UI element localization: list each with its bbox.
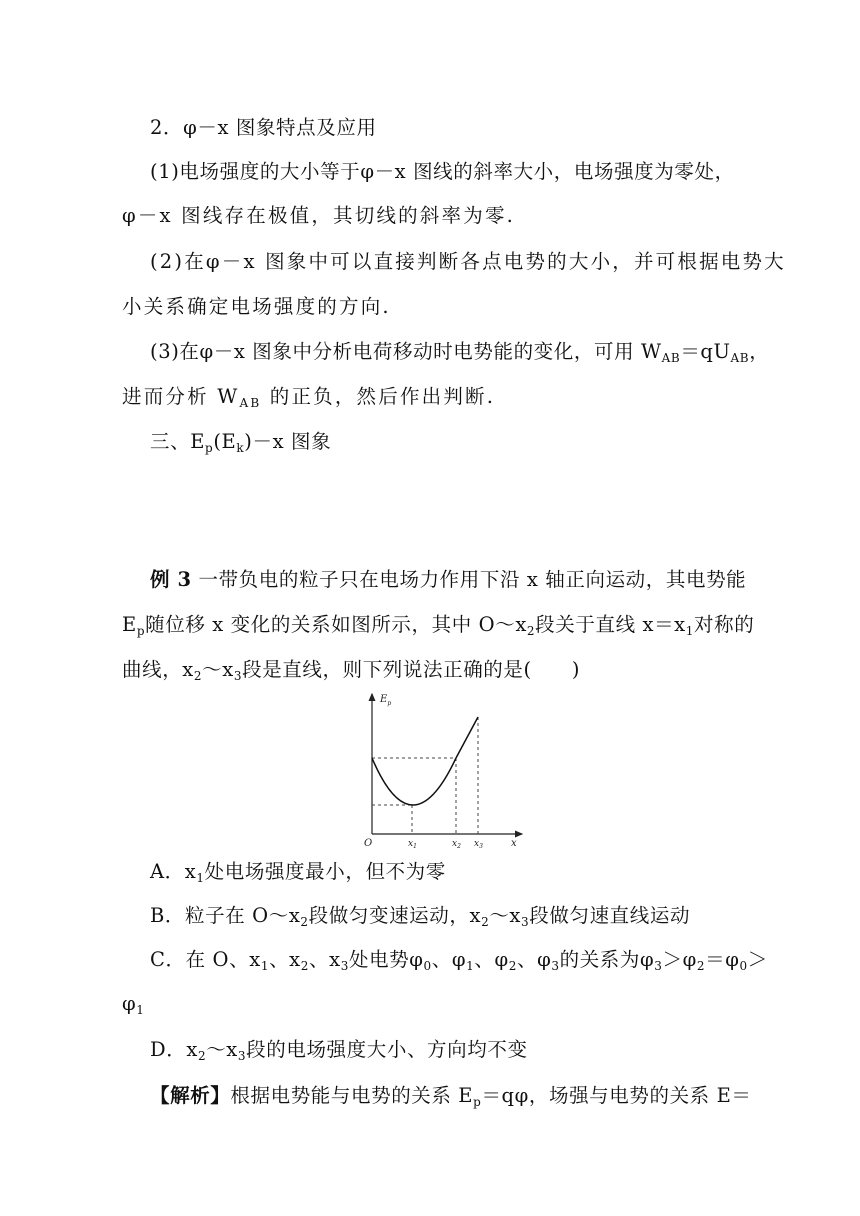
tick-x2: $x_2$ [452, 839, 461, 850]
ex-l3-sub-2: 3 [233, 669, 243, 683]
p3-text-b: ＝qU [680, 340, 731, 363]
opt-c-4: 处电势φ [348, 948, 424, 971]
curve-segment [372, 758, 456, 805]
paragraph-1-line-2: φ－x 图线存在极值，其切线的斜率为零. [122, 204, 516, 227]
paragraph-3-line-1 [150, 338, 769, 366]
opt-b-3: ～x [489, 904, 522, 927]
s3-sub-1: p [205, 441, 214, 455]
opt-c-6: 、φ [474, 948, 509, 971]
opt-c-line2-sub: 1 [136, 1003, 145, 1017]
analysis-text-a: 根据电势能与电势的关系 E [230, 1084, 474, 1107]
p3-line2-b: 的正负，然后作出判断. [261, 385, 496, 408]
ex-l2-b: 随位移 x 变化的关系如图所示，其中 O～x [145, 613, 527, 636]
opt-c-11: ＞ [747, 948, 768, 971]
p3-line2-a: 进而分析 W [122, 385, 240, 408]
opt-c-8: 的关系为φ [559, 948, 655, 971]
opt-d-2: ～x [206, 1038, 238, 1061]
ex-l3-a: 曲线，x [122, 658, 194, 681]
example-label: 例 3 [150, 568, 192, 591]
opt-d-3: 段的电场强度大小、方向均不变 [246, 1038, 528, 1061]
opt-c-line2: φ [122, 992, 137, 1015]
option-c-line-2 [122, 990, 145, 1018]
s3-c: )－x 图象 [244, 430, 332, 453]
opt-c-1: C．在 O、x [150, 948, 261, 971]
opt-c-sub-9: 2 [696, 959, 706, 973]
opt-c-sub-4: 0 [423, 959, 432, 973]
analysis-sub: p [473, 1095, 482, 1109]
example-line-2 [122, 611, 754, 639]
y-axis-label: $E_p$ [380, 694, 392, 707]
opt-c-sub-8: 3 [654, 959, 663, 973]
opt-a-1: A．x [150, 860, 197, 883]
example-line-3 [122, 656, 580, 684]
opt-b-sub-3: 3 [521, 915, 530, 929]
opt-c-sub-3: 3 [340, 959, 349, 973]
ex-l2-c: 段关于直线 x＝x [535, 613, 686, 636]
x-axis-label: x [511, 838, 517, 849]
ex-l2-a: E [122, 613, 137, 636]
example-text-1: 一带负电的粒子只在电场力作用下沿 x 轴正向运动，其电势能 [191, 568, 747, 591]
ex-l2-sub-3: 1 [685, 624, 695, 638]
opt-c-7: 、φ [517, 948, 552, 971]
origin-label: O [364, 838, 373, 849]
paragraph-2-line-2: 小关系确定电场强度的方向. [122, 295, 391, 318]
s3-sub-2: k [236, 441, 245, 455]
opt-c-sub-7: 3 [551, 959, 560, 973]
opt-a-sub: 1 [196, 871, 205, 885]
opt-c-sub-5: 1 [466, 959, 475, 973]
example-line-1 [150, 566, 746, 594]
opt-c-sub-10: 0 [739, 959, 748, 973]
opt-b-sub-1: 2 [300, 915, 309, 929]
paragraph-3-line-2 [122, 383, 495, 411]
analysis-line [150, 1082, 752, 1110]
opt-a-2: 处电场强度最小，但不为零 [204, 860, 446, 883]
opt-c-2: 、x [269, 948, 301, 971]
ex-l2-d: 对称的 [694, 613, 755, 636]
opt-b-2: 段做匀变速运动，x [308, 904, 482, 927]
opt-c-10: ＝φ [705, 948, 740, 971]
ex-l2-sub-1: p [136, 624, 146, 638]
tick-x3: $x_3$ [474, 839, 483, 850]
opt-d-sub-2: 3 [237, 1049, 247, 1063]
p3-line2-sub: AB [239, 396, 262, 410]
opt-d-sub-1: 2 [197, 1049, 207, 1063]
opt-c-3: 、x [309, 948, 341, 971]
opt-b-1: B．粒子在 O～x [150, 904, 301, 927]
opt-b-sub-2: 2 [481, 915, 490, 929]
ex-l2-sub-2: 2 [526, 624, 536, 638]
opt-c-sub-6: 2 [508, 959, 517, 973]
opt-d-1: D．x [150, 1038, 198, 1061]
opt-c-sub-1: 1 [260, 959, 270, 973]
option-c-line-1 [150, 946, 768, 974]
tick-x1: $x_1$ [408, 839, 417, 850]
p3-sub-1: AB [661, 351, 681, 365]
analysis-text-b: ＝qφ，场强与电势的关系 E＝ [481, 1084, 752, 1107]
section-heading: 2．φ－x 图象特点及应用 [150, 116, 377, 139]
ex-l3-b: ～x [202, 658, 234, 681]
opt-b-4: 段做匀速直线运动 [529, 904, 691, 927]
analysis-label: 【解析】 [150, 1084, 231, 1107]
ex-l3-c: 段是直线，则下列说法正确的是( ) [242, 658, 581, 681]
paragraph-2-line-1: (2)在φ－x 图象中可以直接判断各点电势的大小，并可根据电势大 [150, 250, 786, 273]
ex-l3-sub-1: 2 [193, 669, 203, 683]
energy-position-graph [362, 688, 532, 850]
opt-c-9: ＞φ [662, 948, 697, 971]
section-3-heading [150, 428, 331, 456]
paragraph-1-line-1: (1)电场强度的大小等于φ－x 图线的斜率大小，电场强度为零处， [150, 160, 735, 183]
option-b [150, 902, 690, 930]
straight-segment [456, 717, 478, 758]
p3-sub-2: AB [730, 351, 750, 365]
option-d [150, 1036, 528, 1064]
opt-c-sub-2: 2 [300, 959, 310, 973]
opt-c-5: 、φ [431, 948, 467, 971]
p3-text-a: (3)在φ－x 图象中分析电荷移动时电势能的变化，可用 W [150, 340, 662, 363]
p3-text-c: ， [749, 340, 770, 363]
s3-a: 三、E [150, 430, 206, 453]
s3-b: (E [213, 430, 237, 453]
option-a [150, 858, 446, 886]
